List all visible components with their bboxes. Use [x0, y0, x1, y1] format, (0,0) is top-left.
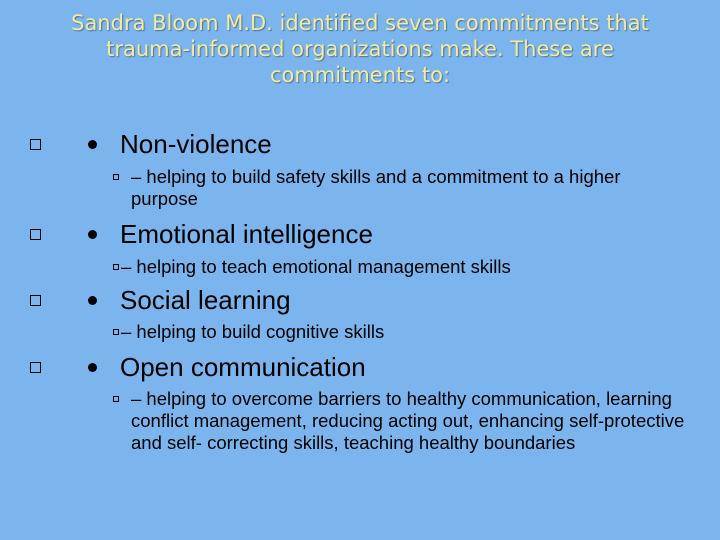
item-heading-social-learning: Social learning: [120, 285, 291, 315]
sub-bullet-icon: [113, 396, 119, 402]
checkbox-icon: [30, 295, 41, 306]
item-detail-emotional-intelligence: – helping to teach emotional management skills: [121, 256, 511, 277]
item-detail-non-violence: – helping to build safety skills and a commitment to a higher purpose: [131, 166, 621, 209]
item-heading-open-communication: Open communication: [120, 352, 366, 382]
sub-bullet-icon: [113, 174, 119, 180]
sub-bullet-icon: [113, 264, 119, 270]
checkbox-icon: [30, 362, 41, 373]
item-detail-open-communication: – helping to overcome barriers to healthy communication, learning conflict management, reducing acting out, enhancing self-protective and self- correcting skills, teaching healthy boundaries: [131, 388, 685, 453]
sub-bullet-icon: [113, 329, 119, 335]
item-heading-non-violence: Non-violence: [120, 129, 272, 159]
checkbox-icon: [30, 139, 41, 150]
bullet-dot-icon: [88, 296, 97, 305]
checkbox-icon: [30, 229, 41, 240]
bullet-dot-icon: [88, 230, 97, 239]
bullet-dot-icon: [88, 363, 97, 372]
item-detail-social-learning: – helping to build cognitive skills: [121, 321, 385, 342]
item-heading-emotional-intelligence: Emotional intelligence: [120, 219, 373, 249]
bullet-dot-icon: [88, 140, 97, 149]
slide-title: Sandra Bloom M.D. identified seven commitments that trauma-informed organizations make. These are commitments to:: [71, 11, 649, 87]
